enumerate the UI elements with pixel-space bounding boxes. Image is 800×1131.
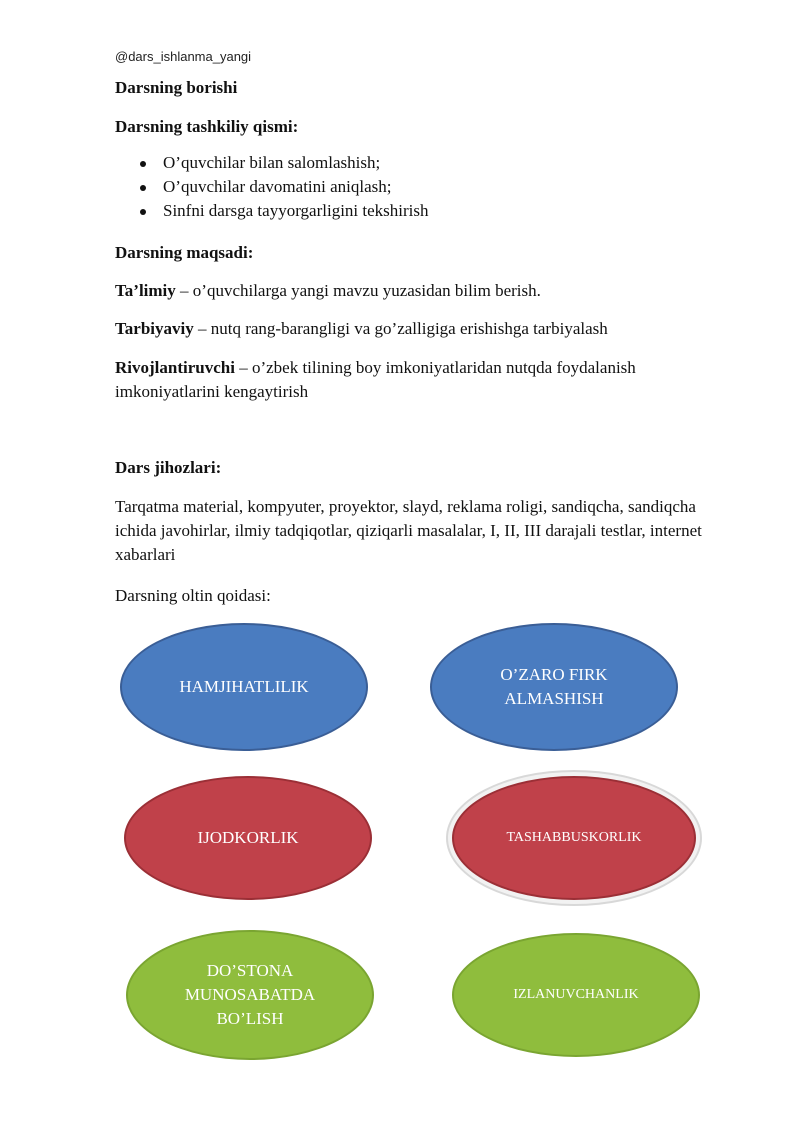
lesson-title: Darsning borishi — [115, 78, 238, 97]
list-item: O’quvchilar bilan salomlashish; — [115, 151, 429, 175]
bullet-icon — [140, 209, 146, 215]
oval-hamjihatlilik: HAMJIHATLILIK — [120, 623, 368, 751]
bullet-icon — [140, 161, 146, 167]
equipment-heading: Dars jihozlari: — [115, 458, 222, 477]
list-item: O’quvchilar davomatini aniqlash; — [115, 175, 429, 199]
oval-tashabbuskorlik: TASHABBUSKORLIK — [452, 776, 696, 900]
oval-ozaro-firk-almashish: O’ZARO FIRK ALMASHISH — [430, 623, 678, 751]
organizational-list — [115, 151, 429, 223]
bullet-icon — [140, 185, 146, 191]
oval-dostona-munosabatda-bolish: DO’STONA MUNOSABATDA BO’LISH — [126, 930, 374, 1060]
equipment-text: Tarqatma material, kompyuter, proyektor, slayd, reklama roligi, sandiqcha, sandiqcha ichida javohirlar, ilmiy tadqiqotlar, qiziqarli masalalar, I, II, III darajali testlar, internet xabarlari — [115, 497, 702, 564]
goals-heading: Darsning maqsadi: — [115, 243, 254, 262]
goal-developing: Rivojlantiruvchi – o’zbek tilining boy imkoniyatlaridan nutqda foydalanish imkoniyatlarini kengaytirish — [115, 358, 636, 401]
oval-ijodkorlik: IJODKORLIK — [124, 776, 372, 900]
header-tag: @dars_ishlanma_yangi — [115, 49, 252, 64]
oval-izlanuvchanlik: IZLANUVCHANLIK — [452, 933, 700, 1057]
golden-rule-heading: Darsning oltin qoidasi: — [115, 586, 271, 605]
goal-educational: Ta’limiy – o’quvchilarga yangi mavzu yuzasidan bilim berish. — [115, 281, 541, 300]
list-item: Sinfni darsga tayyorgarligini tekshirish — [115, 199, 429, 223]
goal-upbringing: Tarbiyaviy – nutq rang-barangligi va go’zalligiga erishishga tarbiyalash — [115, 319, 608, 338]
organizational-heading: Darsning tashkiliy qismi: — [115, 117, 299, 136]
